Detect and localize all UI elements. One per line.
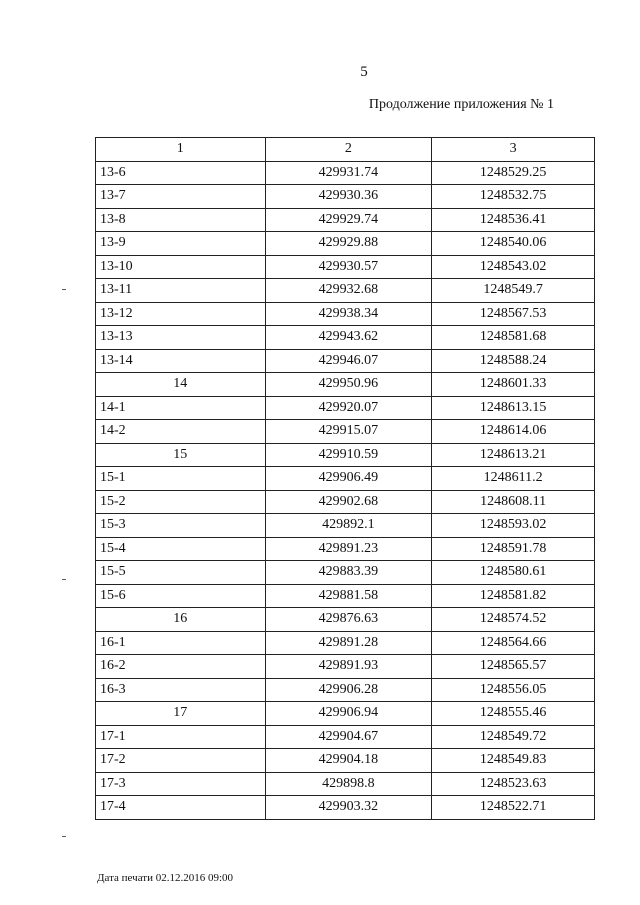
- margin-mark: [62, 579, 66, 580]
- table-row: [96, 561, 595, 585]
- point-number-cell: 15: [96, 443, 266, 467]
- x-coordinate-cell: 429891.28: [265, 631, 432, 655]
- point-number-cell: 16-1: [96, 631, 266, 655]
- point-number-cell: 14-2: [96, 420, 266, 444]
- table-row: [96, 655, 595, 679]
- y-coordinate-cell: 1248564.66: [432, 631, 595, 655]
- y-coordinate-cell: 1248567.53: [432, 302, 595, 326]
- y-coordinate-cell: 1248581.82: [432, 584, 595, 608]
- x-coordinate-cell: 429946.07: [265, 349, 432, 373]
- x-coordinate-cell: 429904.18: [265, 749, 432, 773]
- continuation-title: Продолжение приложения № 1: [368, 97, 554, 112]
- x-coordinate-cell: 429892.1: [265, 514, 432, 538]
- point-number-cell: 17-4: [96, 796, 266, 820]
- x-coordinate-cell: 429929.74: [265, 208, 432, 232]
- coordinates-table: [95, 137, 595, 820]
- point-number-cell: 17-2: [96, 749, 266, 773]
- x-coordinate-cell: 429903.32: [265, 796, 432, 820]
- table-row: [96, 608, 595, 632]
- y-coordinate-cell: 1248565.57: [432, 655, 595, 679]
- table-row: [96, 467, 595, 491]
- table-row: [96, 537, 595, 561]
- y-coordinate-cell: 1248591.78: [432, 537, 595, 561]
- point-number-cell: 17-3: [96, 772, 266, 796]
- point-number-cell: 15-5: [96, 561, 266, 585]
- point-number-cell: 17-1: [96, 725, 266, 749]
- table-row: [96, 302, 595, 326]
- table-row: [96, 279, 595, 303]
- column-header-1: 1: [96, 138, 266, 162]
- x-coordinate-cell: 429930.36: [265, 185, 432, 209]
- y-coordinate-cell: 1248540.06: [432, 232, 595, 256]
- x-coordinate-cell: 429904.67: [265, 725, 432, 749]
- x-coordinate-cell: 429938.34: [265, 302, 432, 326]
- x-coordinate-cell: 429910.59: [265, 443, 432, 467]
- table-row: [96, 584, 595, 608]
- x-coordinate-cell: 429906.28: [265, 678, 432, 702]
- x-coordinate-cell: 429881.58: [265, 584, 432, 608]
- table-row: [96, 514, 595, 538]
- x-coordinate-cell: 429891.93: [265, 655, 432, 679]
- point-number-cell: 15-1: [96, 467, 266, 491]
- point-number-cell: 15-2: [96, 490, 266, 514]
- point-number-cell: 14-1: [96, 396, 266, 420]
- table-row: [96, 702, 595, 726]
- x-coordinate-cell: 429930.57: [265, 255, 432, 279]
- page-number: 5: [360, 64, 368, 80]
- y-coordinate-cell: 1248522.71: [432, 796, 595, 820]
- y-coordinate-cell: 1248574.52: [432, 608, 595, 632]
- table-row: [96, 490, 595, 514]
- print-date: Дата печати 02.12.2016 09:00: [97, 872, 234, 884]
- x-coordinate-cell: 429906.94: [265, 702, 432, 726]
- point-number-cell: 13-6: [96, 161, 266, 185]
- y-coordinate-cell: 1248588.24: [432, 349, 595, 373]
- x-coordinate-cell: 429876.63: [265, 608, 432, 632]
- table-header-row: [96, 138, 595, 162]
- margin-mark: [62, 836, 66, 837]
- point-number-cell: 13-9: [96, 232, 266, 256]
- x-coordinate-cell: 429932.68: [265, 279, 432, 303]
- point-number-cell: 14: [96, 373, 266, 397]
- point-number-cell: 15-6: [96, 584, 266, 608]
- table-row: [96, 678, 595, 702]
- y-coordinate-cell: 1248536.41: [432, 208, 595, 232]
- table-row: [96, 631, 595, 655]
- table-row: [96, 161, 595, 185]
- table-row: [96, 232, 595, 256]
- y-coordinate-cell: 1248523.63: [432, 772, 595, 796]
- y-coordinate-cell: 1248529.25: [432, 161, 595, 185]
- x-coordinate-cell: 429950.96: [265, 373, 432, 397]
- column-header-3: 3: [432, 138, 595, 162]
- margin-mark: [62, 289, 66, 290]
- y-coordinate-cell: 1248580.61: [432, 561, 595, 585]
- y-coordinate-cell: 1248611.2: [432, 467, 595, 491]
- table-row: [96, 326, 595, 350]
- x-coordinate-cell: 429943.62: [265, 326, 432, 350]
- table-row: [96, 373, 595, 397]
- x-coordinate-cell: 429891.23: [265, 537, 432, 561]
- x-coordinate-cell: 429915.07: [265, 420, 432, 444]
- y-coordinate-cell: 1248613.15: [432, 396, 595, 420]
- point-number-cell: 16-2: [96, 655, 266, 679]
- table-row: [96, 185, 595, 209]
- x-coordinate-cell: 429883.39: [265, 561, 432, 585]
- x-coordinate-cell: 429898.8: [265, 772, 432, 796]
- y-coordinate-cell: 1248608.11: [432, 490, 595, 514]
- table-row: [96, 396, 595, 420]
- point-number-cell: 13-8: [96, 208, 266, 232]
- point-number-cell: 13-10: [96, 255, 266, 279]
- point-number-cell: 13-12: [96, 302, 266, 326]
- x-coordinate-cell: 429906.49: [265, 467, 432, 491]
- point-number-cell: 16-3: [96, 678, 266, 702]
- table-row: [96, 208, 595, 232]
- y-coordinate-cell: 1248549.72: [432, 725, 595, 749]
- x-coordinate-cell: 429920.07: [265, 396, 432, 420]
- table-row: [96, 420, 595, 444]
- table-body: [96, 161, 595, 819]
- point-number-cell: 13-13: [96, 326, 266, 350]
- y-coordinate-cell: 1248614.06: [432, 420, 595, 444]
- y-coordinate-cell: 1248601.33: [432, 373, 595, 397]
- y-coordinate-cell: 1248543.02: [432, 255, 595, 279]
- table-row: [96, 443, 595, 467]
- y-coordinate-cell: 1248555.46: [432, 702, 595, 726]
- table-row: [96, 255, 595, 279]
- point-number-cell: 17: [96, 702, 266, 726]
- y-coordinate-cell: 1248593.02: [432, 514, 595, 538]
- x-coordinate-cell: 429929.88: [265, 232, 432, 256]
- x-coordinate-cell: 429902.68: [265, 490, 432, 514]
- table-row: [96, 749, 595, 773]
- y-coordinate-cell: 1248549.7: [432, 279, 595, 303]
- point-number-cell: 15-4: [96, 537, 266, 561]
- x-coordinate-cell: 429931.74: [265, 161, 432, 185]
- point-number-cell: 13-11: [96, 279, 266, 303]
- y-coordinate-cell: 1248581.68: [432, 326, 595, 350]
- point-number-cell: 15-3: [96, 514, 266, 538]
- point-number-cell: 16: [96, 608, 266, 632]
- y-coordinate-cell: 1248549.83: [432, 749, 595, 773]
- column-header-2: 2: [265, 138, 432, 162]
- table-row: [96, 725, 595, 749]
- y-coordinate-cell: 1248613.21: [432, 443, 595, 467]
- table-row: [96, 796, 595, 820]
- point-number-cell: 13-14: [96, 349, 266, 373]
- table-row: [96, 772, 595, 796]
- table-row: [96, 349, 595, 373]
- y-coordinate-cell: 1248532.75: [432, 185, 595, 209]
- y-coordinate-cell: 1248556.05: [432, 678, 595, 702]
- point-number-cell: 13-7: [96, 185, 266, 209]
